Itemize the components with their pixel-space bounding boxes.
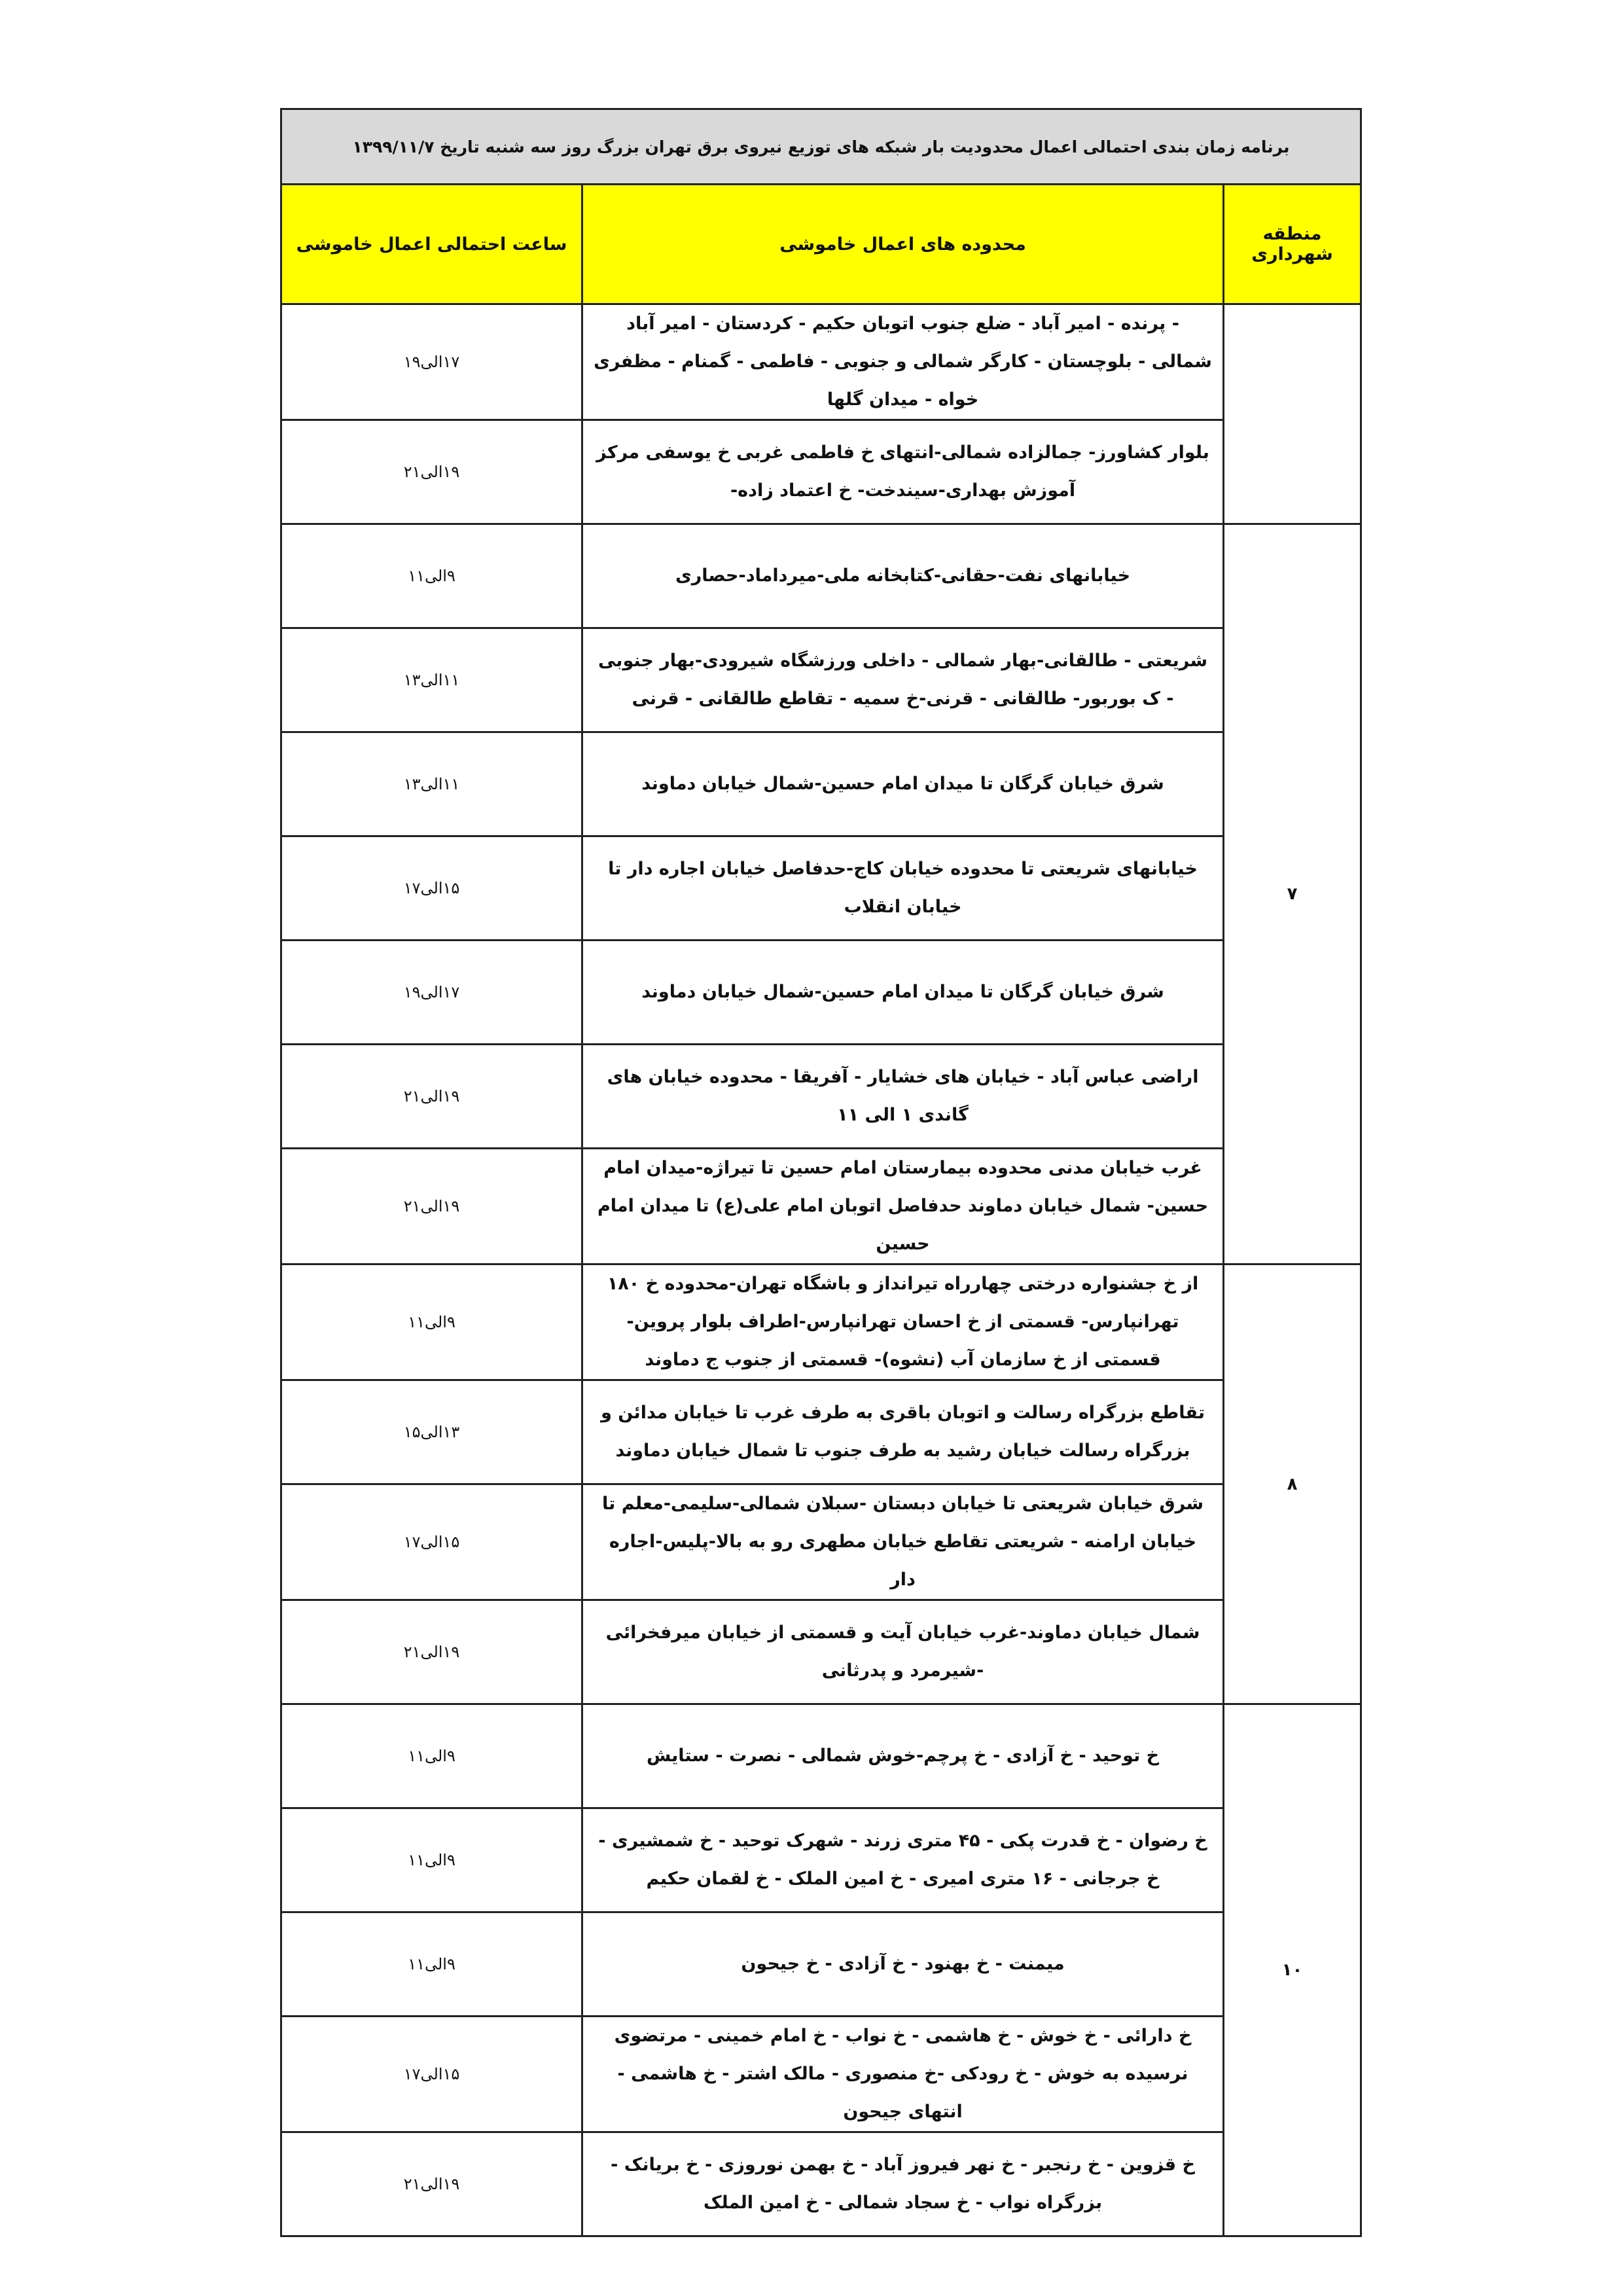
hours-cell: ۱۹الی۲۱ bbox=[281, 2132, 582, 2236]
area-cell: خیابانهای نفت-حقانی-کتابخانه ملی-میرداماد-حصاری bbox=[582, 524, 1224, 628]
area-cell: شرق خیابان گرگان تا میدان امام حسین-شمال خیابان دماوند bbox=[582, 732, 1224, 836]
header-region: منطقه شهرداری bbox=[1224, 185, 1361, 304]
hours-cell: ۱۹الی۲۱ bbox=[281, 1600, 582, 1704]
area-cell: خ دارائی - خ خوش - خ هاشمی - خ نواب - خ امام خمینی - مرتضوی نرسیده به خوش - خ رودکی -خ منصوری - مالک اشتر - خ هاشمی - انتهای جیحون bbox=[582, 2017, 1224, 2132]
header-row bbox=[281, 185, 1361, 304]
table-row bbox=[281, 1912, 1361, 2017]
table-row bbox=[281, 941, 1361, 1045]
area-cell: اراضی عباس آباد - خیابان های خشایار - آفریقا - محدوده خیابان های گاندی ۱ الی ۱۱ bbox=[582, 1045, 1224, 1149]
hours-cell: ۹الی۱۱ bbox=[281, 1912, 582, 2017]
table-row bbox=[281, 1380, 1361, 1484]
area-cell: خیابانهای شریعتی تا محدوده خیابان کاج-حدفاصل خیابان اجاره دار تا خیابان انقلاب bbox=[582, 836, 1224, 941]
area-cell: خ رضوان - خ قدرت پکی - ۴۵ متری زرند - شهرک توحید - خ شمشیری - خ جرجانی - ۱۶ متری امیری - خ امین الملک - خ لقمان حکیم bbox=[582, 1808, 1224, 1912]
hours-cell: ۱۹الی۲۱ bbox=[281, 1149, 582, 1265]
area-cell: شرق خیابان شریعتی تا خیابان دبستان -سبلان شمالی-سلیمی-معلم تا خیابان ارامنه - شریعتی تقاطع خیابان مطهری رو به بالا-پلیس-اجاره دار bbox=[582, 1484, 1224, 1600]
area-cell: خ توحید - خ آزادی - خ پرچم-خوش شمالی - نصرت - ستایش bbox=[582, 1704, 1224, 1808]
area-cell: از خ جشنواره درختی چهارراه تیرانداز و باشگاه تهران-محدوده خ ۱۸۰ تهرانپارس- قسمتی از خ احسان تهرانپارس-اطراف بلوار پروین-قسمتی از خ سازمان آب (نشوه)- قسمتی از جنوب ج دماوند bbox=[582, 1265, 1224, 1380]
table-row bbox=[281, 836, 1361, 941]
table-row bbox=[281, 1704, 1361, 1808]
table-row bbox=[281, 420, 1361, 524]
table-row bbox=[281, 628, 1361, 732]
area-cell: غرب خیابان مدنی محدوده بیمارستان امام حسین تا تیراژه-میدان امام حسین- شمال خیابان دماوند حدفاصل اتوبان امام علی(ع) تا میدان امام حسین bbox=[582, 1149, 1224, 1265]
hours-cell: ۱۵الی۱۷ bbox=[281, 836, 582, 941]
hours-cell: ۹الی۱۱ bbox=[281, 1704, 582, 1808]
hours-cell: ۱۷الی۱۹ bbox=[281, 941, 582, 1045]
header-hours: ساعت احتمالی اعمال خاموشی bbox=[281, 185, 582, 304]
table-row bbox=[281, 1808, 1361, 1912]
table-row bbox=[281, 1045, 1361, 1149]
header-areas: محدوده های اعمال خاموشی bbox=[582, 185, 1224, 304]
table-row bbox=[281, 2132, 1361, 2236]
table-row bbox=[281, 1149, 1361, 1265]
schedule-table bbox=[280, 108, 1362, 2237]
table-row bbox=[281, 732, 1361, 836]
title-row bbox=[281, 109, 1361, 185]
hours-cell: ۱۹الی۲۱ bbox=[281, 420, 582, 524]
hours-cell: ۹الی۱۱ bbox=[281, 1808, 582, 1912]
hours-cell: ۱۵الی۱۷ bbox=[281, 2017, 582, 2132]
area-cell: شرق خیابان گرگان تا میدان امام حسین-شمال خیابان دماوند bbox=[582, 941, 1224, 1045]
hours-cell: ۱۳الی۱۵ bbox=[281, 1380, 582, 1484]
area-cell: شمال خیابان دماوند-غرب خیابان آیت و قسمتی از خیابان میرفخرائی -شیرمرد و پدرثانی bbox=[582, 1600, 1224, 1704]
region-cell: ۷ bbox=[1224, 524, 1361, 1265]
hours-cell: ۱۱الی۱۳ bbox=[281, 732, 582, 836]
hours-cell: ۱۱الی۱۳ bbox=[281, 628, 582, 732]
area-cell: تقاطع بزرگراه رسالت و اتوبان باقری به طرف غرب تا خیابان مدائن و بزرگراه رسالت خیابان رشید به طرف جنوب تا شمال خیابان دماوند bbox=[582, 1380, 1224, 1484]
table-row bbox=[281, 2017, 1361, 2132]
table-row bbox=[281, 1265, 1361, 1380]
region-cell: ۸ bbox=[1224, 1265, 1361, 1704]
area-cell: شریعتی - طالقانی-بهار شمالی - داخلی ورزشگاه شیرودی-بهار جنوبی - ک بوربور- طالقانی - قرنی-خ سمیه - تقاطع طالقانی - قرنی bbox=[582, 628, 1224, 732]
hours-cell: ۱۵الی۱۷ bbox=[281, 1484, 582, 1600]
table-row bbox=[281, 524, 1361, 628]
region-cell: ۱۰ bbox=[1224, 1704, 1361, 2236]
region-cell bbox=[1224, 304, 1361, 524]
area-cell: میمنت - خ بهنود - خ آزادی - خ جیحون bbox=[582, 1912, 1224, 2017]
hours-cell: ۱۹الی۲۱ bbox=[281, 1045, 582, 1149]
hours-cell: ۹الی۱۱ bbox=[281, 524, 582, 628]
table-row bbox=[281, 304, 1361, 420]
area-cell: - پرنده - امیر آباد - ضلع جنوب اتوبان حکیم - کردستان - امیر آباد شمالی - بلوچستان - کارگر شمالی و جنوبی - فاطمی - گمنام - مظفری خواه - میدان گلها bbox=[582, 304, 1224, 420]
table-row bbox=[281, 1600, 1361, 1704]
area-cell: بلوار کشاورز- جمالزاده شمالی-انتهای خ فاطمی غربی خ یوسفی مرکز آموزش بهداری-سیندخت- خ اعتماد زاده- bbox=[582, 420, 1224, 524]
table-title: برنامه زمان بندی احتمالی اعمال محدودیت بار شبکه های توزیع نیروی برق تهران بزرگ روز سه شنبه تاریخ ۱۳۹۹/۱۱/۷ bbox=[281, 109, 1361, 185]
table-row bbox=[281, 1484, 1361, 1600]
hours-cell: ۹الی۱۱ bbox=[281, 1265, 582, 1380]
schedule-page bbox=[280, 108, 1360, 2237]
area-cell: خ قزوین - خ رنجبر - خ نهر فیروز آباد - خ بهمن نوروزی - خ بریانک - بزرگراه نواب - خ سجاد شمالی - خ امین الملک bbox=[582, 2132, 1224, 2236]
hours-cell: ۱۷الی۱۹ bbox=[281, 304, 582, 420]
